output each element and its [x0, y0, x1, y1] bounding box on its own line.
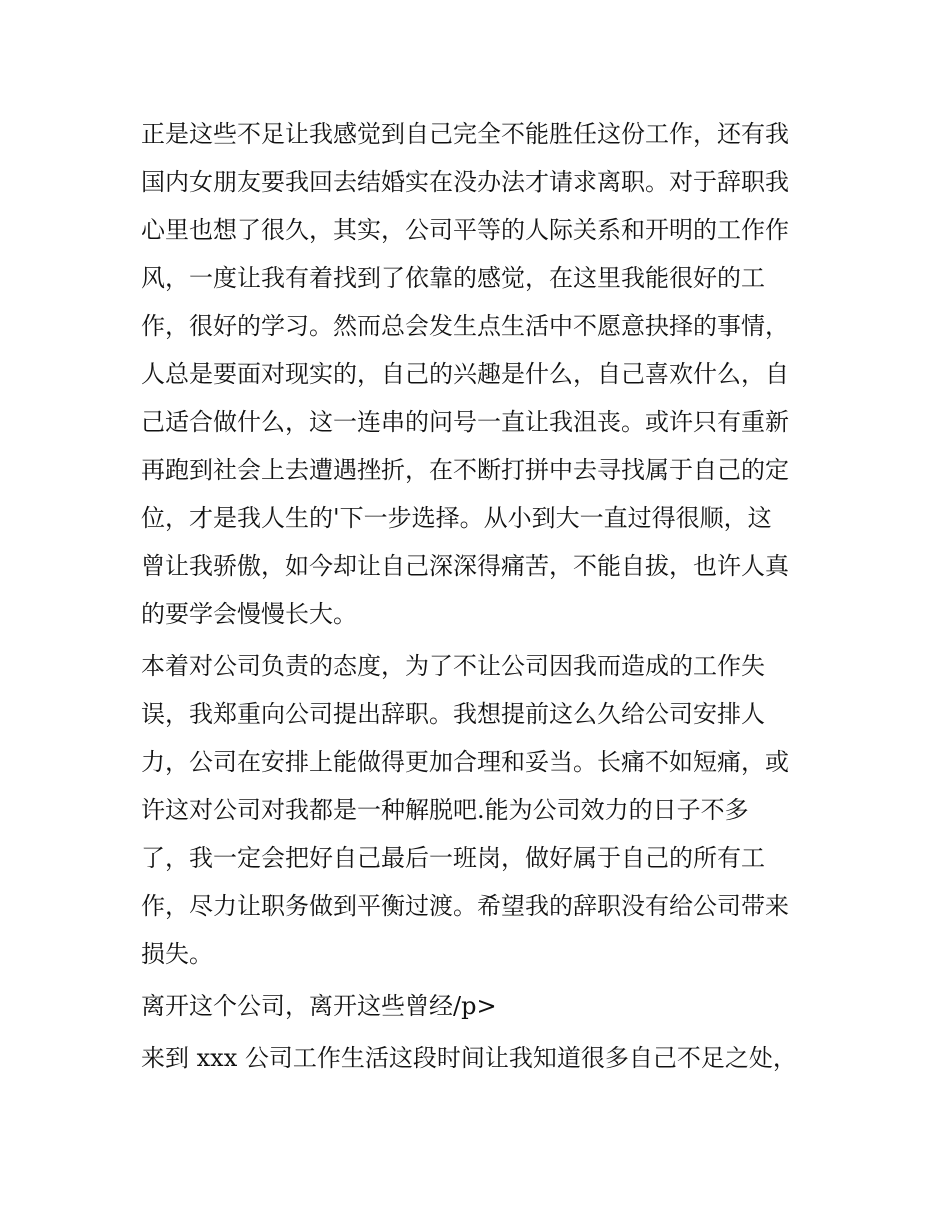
text-line: 再跑到社会上去遭遇挫折，在不断打拼中去寻找属于自己的定	[141, 456, 789, 484]
text-line: 风，一度让我有着找到了依靠的感觉，在这里我能很好的工	[141, 264, 765, 292]
text-line: 位，才是我人生的'下一步选择。从小到大一直过得很顺，这	[141, 504, 772, 532]
document-body	[141, 110, 816, 1082]
paragraph	[141, 110, 816, 638]
text-line: 许这对公司对我都是一种解脱吧.能为公司效力的日子不多	[141, 796, 749, 824]
text-line: 误，我郑重向公司提出辞职。我想提前这么久给公司安排人	[141, 700, 765, 728]
text-line: 损失。	[141, 940, 213, 968]
text-line: 了，我一定会把好自己最后一班岗，做好属于自己的所有工	[141, 844, 765, 872]
text-line: 力，公司在安排上能做得更加合理和妥当。长痛不如短痛，或	[141, 748, 789, 776]
text-line: 心里也想了很久，其实，公司平等的人际关系和开明的工作作	[141, 216, 789, 244]
text-line: 国内女朋友要我回去结婚实在没办法才请求离职。对于辞职我	[141, 168, 789, 196]
text-line: 作，尽力让职务做到平衡过渡。希望我的辞职没有给公司带来	[141, 892, 789, 920]
text-line: 的要学会慢慢长大。	[141, 600, 357, 628]
paragraph	[141, 642, 816, 978]
text-line: 来到 xxx 公司工作生活这段时间让我知道很多自己不足之处，	[141, 1044, 797, 1072]
text-line: 己适合做什么，这一连串的问号一直让我沮丧。或许只有重新	[141, 408, 789, 436]
text-line: 作，很好的学习。然而总会发生点生活中不愿意抉择的事情，	[141, 312, 789, 340]
paragraph	[141, 982, 816, 1030]
text-line: 曾让我骄傲，如今却让自己深深得痛苦，不能自拔，也许人真	[141, 552, 789, 580]
paragraph	[141, 1034, 816, 1082]
text-line: 离开这个公司，离开这些曾经/p>	[141, 992, 497, 1020]
text-line: 正是这些不足让我感觉到自己完全不能胜任这份工作，还有我	[141, 120, 789, 148]
text-line: 人总是要面对现实的，自己的兴趣是什么，自己喜欢什么，自	[141, 360, 789, 388]
text-line: 本着对公司负责的态度，为了不让公司因我而造成的工作失	[141, 652, 765, 680]
